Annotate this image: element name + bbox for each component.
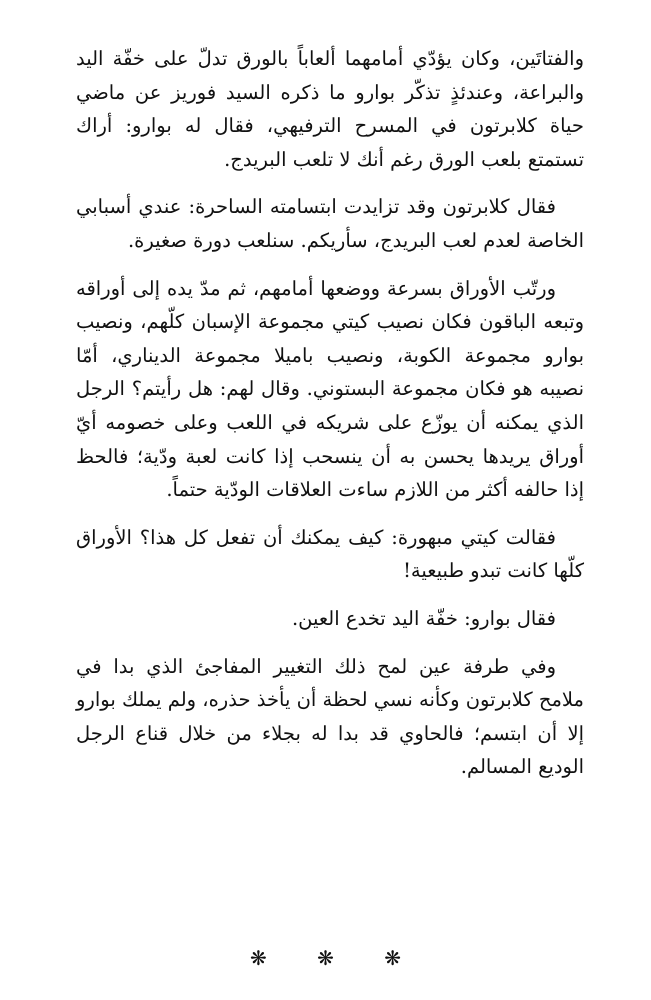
page-text [76, 42, 584, 798]
paragraph-2: فقال كلابرتون وقد تزايدت ابتسامته الساحرة: عندي أسبابي الخاصة لعدم لعب البريدج، سأريكم. سنلعب دورة صغيرة. [76, 195, 584, 252]
paragraph-3: ورتّب الأوراق بسرعة ووضعها أمامهم، ثم مدّ يده إلى أوراقه وتبعه الباقون فكان نصيب كيتي مجموعة الإسبان كلّهم، ونصيب بوارو مجموعة الكوبة، ونصيب باميلا مجموعة الديناري، أمّا نصيبه هو فكان مجموعة البستوني. وقال لهم: هل رأيتم؟ الرجل الذي يمكنه أن يوزّع على شريكه في اللعب وعلى خصومه أيّ أوراق يريدها يحسن به أن ينسحب إذا كانت لعبة ودّية؛ فالحظ إذا حالفه أكثر من اللازم ساءت العلاقات الودّية حتماً. [76, 276, 584, 502]
section-break-ornament: ❋ ❋ ❋ [250, 946, 423, 970]
paragraph-4: فقالت كيتي مبهورة: كيف يمكنك أن تفعل كل هذا؟ الأوراق كلّها كانت تبدو طبيعية! [76, 525, 584, 583]
paragraph-5: فقال بوارو: خفّة اليد تخدع العين. [291, 606, 556, 630]
paragraph-6: وفي طرفة عين لمح ذلك التغيير المفاجئ الذي بدا في ملامح كلابرتون وكأنه نسي لحظة أن يأخذ حذره، ولم يملك بوارو إلا أن ابتسم؛ فالحاوي قد بدا له بجلاء من خلال قناع الرجل الوديع المسالم. [76, 654, 584, 779]
paragraph-1: والفتاتَين، وكان يؤدّي أمامهما ألعاباً بالورق تدلّ على خفّة اليد والبراعة، وعندئذٍ تذكّر بوارو ما ذكره السيد فوريز عن ماضي حياة كلابرتون في المسرح الترفيهي، فقال له بوارو: أراك تستمتع بلعب الورق رغم أنك لا تلعب البريدج. [76, 47, 584, 171]
